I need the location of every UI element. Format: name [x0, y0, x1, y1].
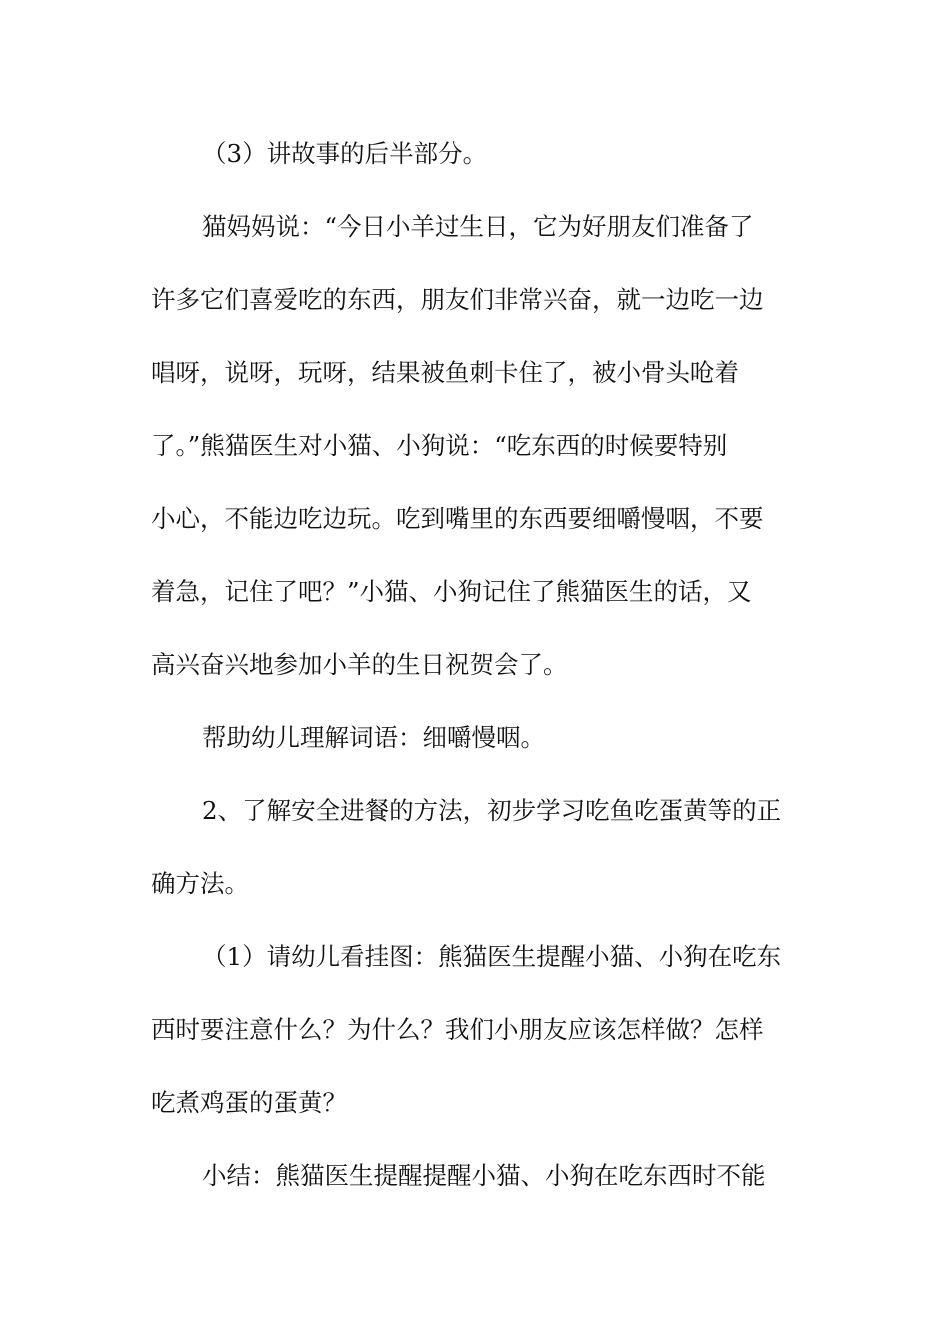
paragraph-line: 着急，记住了吧？”小猫、小狗记住了熊猫医生的话，又	[151, 577, 752, 606]
paragraph-line: 2、了解安全进餐的方法，初步学习吃鱼吃蛋黄等的正	[202, 796, 782, 825]
paragraph-line: 小结：熊猫医生提醒提醒小猫、小狗在吃东西时不能	[202, 1161, 766, 1190]
paragraph-line: 唱呀，说呀，玩呀，结果被鱼刺卡住了，被小骨头呛着	[151, 358, 739, 387]
paragraph-line: 确方法。	[151, 869, 249, 898]
body-text	[151, 124, 805, 1219]
paragraph-line: 小心，不能边吃边玩。吃到嘴里的东西要细嚼慢咽，不要	[151, 504, 764, 533]
paragraph-line: 猫妈妈说：“今日小羊过生日，它为好朋友们准备了	[202, 212, 754, 241]
paragraph-line: （3）讲故事的后半部分。	[202, 139, 488, 168]
paragraph-line: 许多它们喜爱吃的东西，朋友们非常兴奋，就一边吃一边	[151, 285, 764, 314]
paragraph-line: （1）请幼儿看挂图：熊猫医生提醒小猫、小狗在吃东	[202, 942, 782, 971]
paragraph-line: 帮助幼儿理解词语：细嚼慢咽。	[202, 723, 545, 752]
paragraph-line: 高兴奋兴地参加小羊的生日祝贺会了。	[151, 650, 568, 679]
paragraph-line: 了。”熊猫医生对小猫、小狗说：“吃东西的时候要特别	[151, 431, 728, 460]
paragraph-line: 吃煮鸡蛋的蛋黄？	[151, 1088, 347, 1117]
paragraph-line: 西时要注意什么？为什么？我们小朋友应该怎样做？怎样	[151, 1015, 764, 1044]
